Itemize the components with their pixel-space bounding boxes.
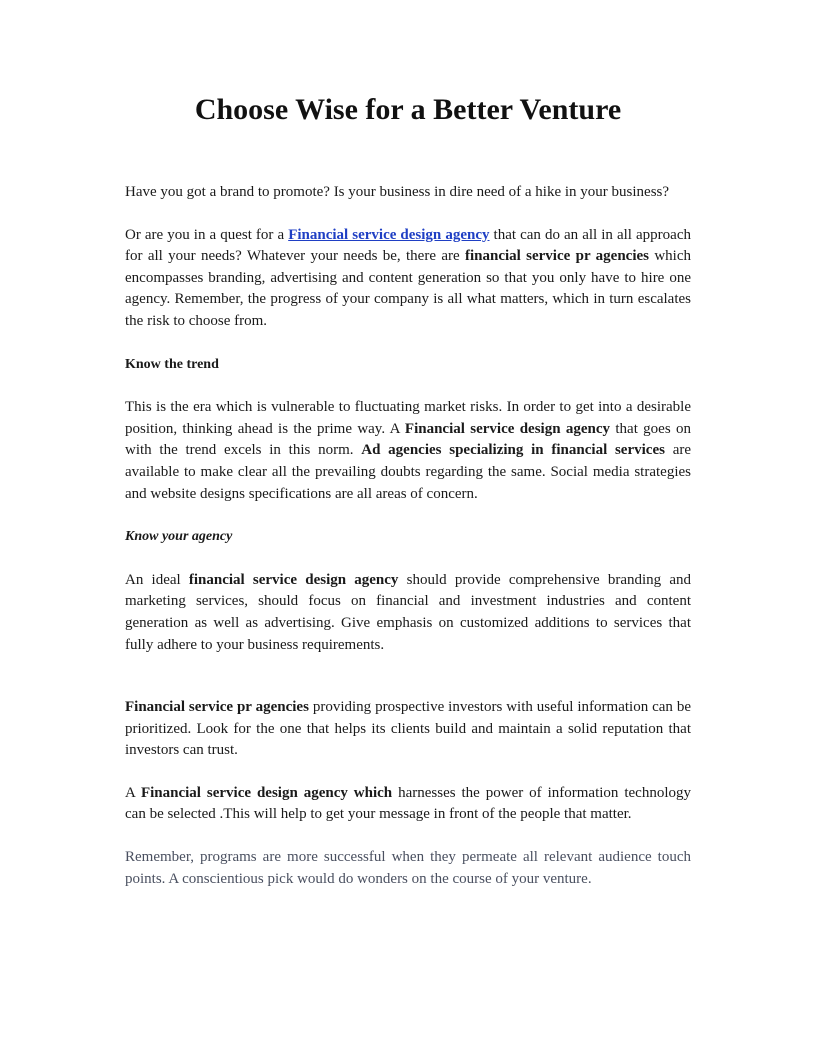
financial-service-design-agency-link[interactable]: Financial service design agency xyxy=(288,226,490,243)
pr-bold-1: Financial service pr agencies xyxy=(125,699,309,716)
trend-text-1: This is the era which is vulnerable to fluctuating market risks. In order to get into a desirable position, thinking ahead is the prime way. A xyxy=(125,399,691,437)
trend-bold-2: Ad agencies specializing in financial services xyxy=(361,442,665,459)
trend-text-2: that goes on with the trend excels in this norm. xyxy=(125,420,692,459)
pr-paragraph xyxy=(125,697,691,762)
agency-paragraph xyxy=(125,570,691,656)
trend-text-3: are available to make clear all the prevailing doubts regarding the same. Social media strategies and website designs specifications are all areas of concern. xyxy=(125,442,692,502)
trend-bold-1: Financial service design agency xyxy=(404,420,611,437)
it-text-1: A xyxy=(125,784,141,801)
agency-bold-1: financial service design agency xyxy=(188,571,399,588)
agency-text-1: An ideal xyxy=(125,571,189,588)
trend-paragraph xyxy=(125,397,691,505)
quest-text-2: that can do an all in all approach for all your needs? Whatever your needs be, there are xyxy=(125,226,691,265)
quest-paragraph xyxy=(125,225,691,333)
closing-text: Remember, programs are more successful when they permeate all relevant audience touch points. A conscientious pick would do wonders on the course of your venture. xyxy=(125,849,691,887)
quest-text-3: which encompasses branding, advertising and content generation so that you only have to hire one agency. Remember, the progress of your company is all what matters, which in turn escalates the risk to choose from. xyxy=(125,248,692,329)
page-title: Choose Wise for a Better Venture xyxy=(194,93,622,126)
document-page xyxy=(125,88,691,911)
closing-paragraph xyxy=(125,847,691,890)
it-text-2: harnesses the power of information technology can be selected .This will help to get your message in front of the people that matter. xyxy=(125,784,691,823)
section-heading-know-the-trend: Know the trend xyxy=(125,356,219,372)
intro-text: Have you got a brand to promote? Is your business in dire need of a hike in your business? xyxy=(125,184,670,200)
it-paragraph xyxy=(125,783,691,826)
quest-bold-1: financial service pr agencies xyxy=(464,248,650,265)
intro-paragraph xyxy=(125,182,691,204)
pr-text-1: providing prospective investors with useful information can be prioritized. Look for the one that helps its clients build and maintain a solid reputation that investors can trust. xyxy=(125,699,691,759)
it-bold-1: Financial service design agency which xyxy=(140,784,393,801)
agency-text-2: should provide comprehensive branding and marketing services, should focus on financial and investment industries and content generation as well as advertising. Give emphasis on customized additions to services that fully adhere to your business requirements. xyxy=(125,571,691,653)
quest-text-1: Or are you in a quest for a xyxy=(125,226,289,243)
section-heading-know-your-agency: Know your agency xyxy=(125,529,233,545)
spacer xyxy=(125,677,691,697)
